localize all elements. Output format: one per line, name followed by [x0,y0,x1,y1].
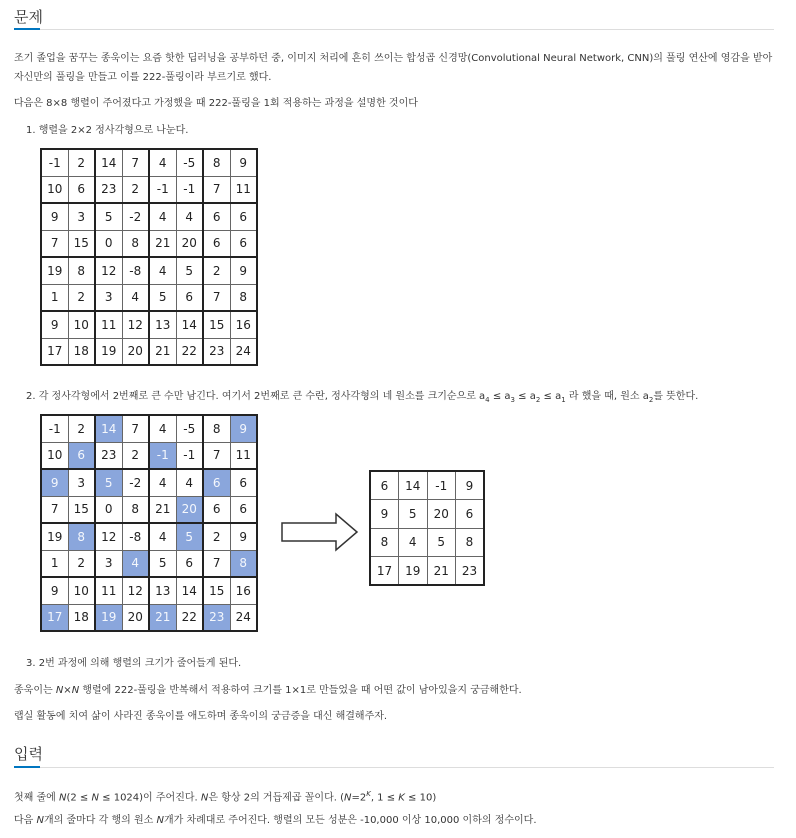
matrix-cell: 9 [456,471,485,500]
matrix-cell: 9 [230,415,257,442]
matrix-cell: 6 [230,230,257,257]
problem-title-underline [14,28,40,30]
matrix-cell: 23 [203,604,230,631]
matrix-cell: 3 [68,203,95,230]
matrix-cell: 6 [203,230,230,257]
step-2-text: 2. 각 정사각형에서 2번째로 큰 수만 남긴다. 여기서 2번째로 큰 수란, 정사각형의 네 원소를 크기순으로 $a_4 \le a_3 \le a_2 \le a_1$ 라 했을 때, 원소 $a_2$를 뜻한다. [26,391,699,404]
matrix-cell: 9 [230,257,257,284]
matrix-row [41,577,257,604]
matrix-cell: 6 [68,176,95,203]
matrix-cell: 3 [95,550,122,577]
matrix-cell: 6 [176,284,203,311]
input-line-2: 다음 N개의 줄마다 각 행의 원소 N개가 차례대로 주어진다. 행렬의 모든 성분은 -10,000 이상 10,000 이하의 정수이다. [14,815,537,826]
matrix-cell: 15 [203,311,230,338]
matrix-cell: -1 [149,442,176,469]
matrix-cell: 10 [41,176,68,203]
matrix-cell: 11 [230,176,257,203]
matrix-cell: 23 [456,557,485,586]
matrix-cell: 6 [370,471,399,500]
matrix-row [41,311,257,338]
matrix-cell: 11 [95,577,122,604]
example-description: 다음은 8×8 행렬이 주어졌다고 가정했을 때 222-풀링을 1회 적용하는 과정을 설명한 것이다 [14,98,418,109]
matrix-cell: 4 [176,469,203,496]
matrix-cell: -1 [149,176,176,203]
matrix-cell: 0 [95,496,122,523]
matrix-cell: 20 [176,496,203,523]
matrix-cell: 4 [399,528,428,557]
matrix-cell: 19 [95,604,122,631]
matrix-cell: 4 [149,257,176,284]
matrix-cell: 4 [149,149,176,176]
matrix-cell: 6 [230,469,257,496]
matrix-cell: 1 [41,284,68,311]
matrix-cell: 5 [149,284,176,311]
matrix-cell: 6 [203,469,230,496]
matrix-cell: 21 [149,230,176,257]
matrix-cell: 18 [68,604,95,631]
matrix-row [370,528,484,557]
matrix-cell: -5 [176,415,203,442]
matrix-cell: 21 [427,557,456,586]
matrix-cell: 12 [122,311,149,338]
matrix-cell: -2 [122,469,149,496]
matrix-row [41,415,257,442]
matrix-cell: 9 [230,149,257,176]
matrix-cell: 5 [176,523,203,550]
matrix-cell: 8 [456,528,485,557]
matrix-cell: 15 [203,577,230,604]
matrix-cell: 3 [68,469,95,496]
matrix-cell: 20 [427,500,456,529]
matrix-cell: 7 [41,230,68,257]
matrix-cell: 6 [230,496,257,523]
matrix-cell: 23 [95,176,122,203]
matrix-cell: 9 [41,203,68,230]
matrix-cell: -1 [176,176,203,203]
matrix-cell: 18 [68,338,95,365]
matrix-cell: -1 [427,471,456,500]
matrix-row [41,203,257,230]
matrix-cell: 17 [370,557,399,586]
matrix-cell: 3 [95,284,122,311]
matrix-cell: -5 [176,149,203,176]
matrix-cell: 11 [230,442,257,469]
matrix-cell: 19 [41,523,68,550]
matrix-cell: 4 [149,203,176,230]
matrix-cell: 7 [203,284,230,311]
matrix-cell: 0 [95,230,122,257]
matrix-cell: 7 [122,415,149,442]
matrix-cell: 21 [149,496,176,523]
matrix-cell: 20 [122,338,149,365]
matrix-cell: 9 [230,523,257,550]
matrix-cell: 8 [370,528,399,557]
matrix-cell: 5 [95,469,122,496]
matrix-cell: 4 [176,203,203,230]
step-3-text: 3. 2번 과정에 의해 행렬의 크기가 줄어들게 된다. [26,658,242,669]
matrix-cell: 2 [68,550,95,577]
matrix-cell: 21 [149,338,176,365]
intro-line-2: 자신만의 풀링을 만들고 이를 222-풀링이라 부르기로 했다. [14,72,272,83]
matrix-cell: 8 [230,550,257,577]
input-title-underline [14,766,40,768]
matrix-cell: 7 [203,176,230,203]
matrix-cell: 7 [203,550,230,577]
matrix-cell: 14 [176,577,203,604]
matrix-cell: -1 [176,442,203,469]
matrix-cell: 2 [122,176,149,203]
matrix-row [41,257,257,284]
matrix-cell: 10 [68,577,95,604]
matrix-cell: 19 [95,338,122,365]
matrix-cell: 8 [230,284,257,311]
matrix-row [41,523,257,550]
matrix-cell: 17 [41,338,68,365]
matrix-cell: 6 [68,442,95,469]
matrix-cell: -2 [122,203,149,230]
input-matrix-table [40,148,258,366]
highlighted-matrix-table [40,414,258,632]
matrix-cell: 2 [68,415,95,442]
matrix-cell: 14 [176,311,203,338]
matrix-cell: 19 [399,557,428,586]
question-text: 종욱이는 N×N 행렬에 222-풀링을 반복해서 적용하여 크기를 1×1로 만들었을 때 어떤 값이 남아있을지 궁금해한다. [14,685,522,696]
matrix-cell: 2 [68,284,95,311]
step-1-text: 1. 행렬을 2×2 정사각형으로 나눈다. [26,125,189,136]
matrix-row [41,230,257,257]
intro-line-1: 조기 졸업을 꿈꾸는 종욱이는 요즘 핫한 딥러닝을 공부하던 중, 이미지 처리에 흔히 쓰이는 합성곱 신경망(Convolutional Neural Network, CNN)의 풀링 연산에 영감을 받아 [14,53,773,64]
matrix-row [41,496,257,523]
matrix-cell: 6 [230,203,257,230]
problem-section-title: 문제 [14,8,43,26]
matrix-cell: 14 [95,415,122,442]
matrix-cell: 6 [203,496,230,523]
matrix-cell: 8 [122,496,149,523]
input-line-1: 첫째 줄에 N(2 ≤ N ≤ 1024)이 주어진다. N은 항상 2의 거듭제곱 꼴이다. ($N=2^K$, 1 ≤ K ≤ 10) [14,790,437,804]
matrix-row [41,284,257,311]
matrix-cell: 21 [149,604,176,631]
input-section-title: 입력 [14,745,43,763]
matrix-cell: 8 [203,415,230,442]
matrix-cell: -8 [122,257,149,284]
matrix-cell: 7 [203,442,230,469]
matrix-cell: 7 [41,496,68,523]
matrix-cell: 8 [68,523,95,550]
matrix-cell: 8 [122,230,149,257]
matrix-cell: 13 [149,311,176,338]
matrix-cell: 7 [122,149,149,176]
matrix-cell: 16 [230,577,257,604]
matrix-cell: 5 [176,257,203,284]
problem-title-rule [14,29,774,30]
matrix-row [41,604,257,631]
matrix-cell: 10 [41,442,68,469]
matrix-cell: 4 [122,284,149,311]
matrix-cell: 8 [203,149,230,176]
matrix-cell: 14 [399,471,428,500]
input-title-rule [14,767,774,768]
matrix-row [370,471,484,500]
matrix-cell: 2 [203,523,230,550]
matrix-cell: 10 [68,311,95,338]
matrix-cell: 9 [370,500,399,529]
matrix-cell: 5 [399,500,428,529]
matrix-cell: 17 [41,604,68,631]
matrix-cell: 6 [456,500,485,529]
matrix-row [41,550,257,577]
matrix-cell: 11 [95,311,122,338]
matrix-row [41,176,257,203]
matrix-cell: 24 [230,604,257,631]
matrix-row [370,500,484,529]
matrix-row [41,469,257,496]
matrix-cell: 1 [41,550,68,577]
matrix-cell: -1 [41,415,68,442]
matrix-cell: 12 [95,523,122,550]
matrix-cell: 9 [41,577,68,604]
matrix-cell: 23 [95,442,122,469]
matrix-cell: 12 [95,257,122,284]
matrix-cell: 8 [68,257,95,284]
matrix-cell: 9 [41,311,68,338]
matrix-cell: 13 [149,577,176,604]
matrix-cell: 2 [122,442,149,469]
matrix-cell: 2 [68,149,95,176]
matrix-cell: 9 [41,469,68,496]
matrix-row [41,149,257,176]
closing-text: 랩실 활동에 치여 삶이 사라진 종욱이를 애도하며 종욱이의 궁금증을 대신 해결해주자. [14,711,388,722]
matrix-cell: 23 [203,338,230,365]
matrix-cell: 15 [68,230,95,257]
matrix-cell: 24 [230,338,257,365]
matrix-cell: -1 [41,149,68,176]
matrix-cell: -8 [122,523,149,550]
matrix-cell: 2 [203,257,230,284]
matrix-cell: 22 [176,604,203,631]
matrix-row [41,442,257,469]
matrix-cell: 5 [149,550,176,577]
matrix-cell: 14 [95,149,122,176]
matrix-cell: 19 [41,257,68,284]
matrix-row [41,338,257,365]
matrix-cell: 4 [122,550,149,577]
right-arrow-icon [280,512,360,552]
matrix-cell: 16 [230,311,257,338]
matrix-cell: 12 [122,577,149,604]
matrix-cell: 5 [95,203,122,230]
matrix-row [370,557,484,586]
matrix-cell: 20 [122,604,149,631]
matrix-cell: 20 [176,230,203,257]
matrix-cell: 15 [68,496,95,523]
matrix-cell: 6 [203,203,230,230]
matrix-cell: 6 [176,550,203,577]
matrix-cell: 5 [427,528,456,557]
matrix-cell: 4 [149,415,176,442]
matrix-cell: 22 [176,338,203,365]
matrix-cell: 4 [149,523,176,550]
problem-intro [14,49,776,87]
pooled-matrix-table [369,470,485,586]
matrix-cell: 4 [149,469,176,496]
